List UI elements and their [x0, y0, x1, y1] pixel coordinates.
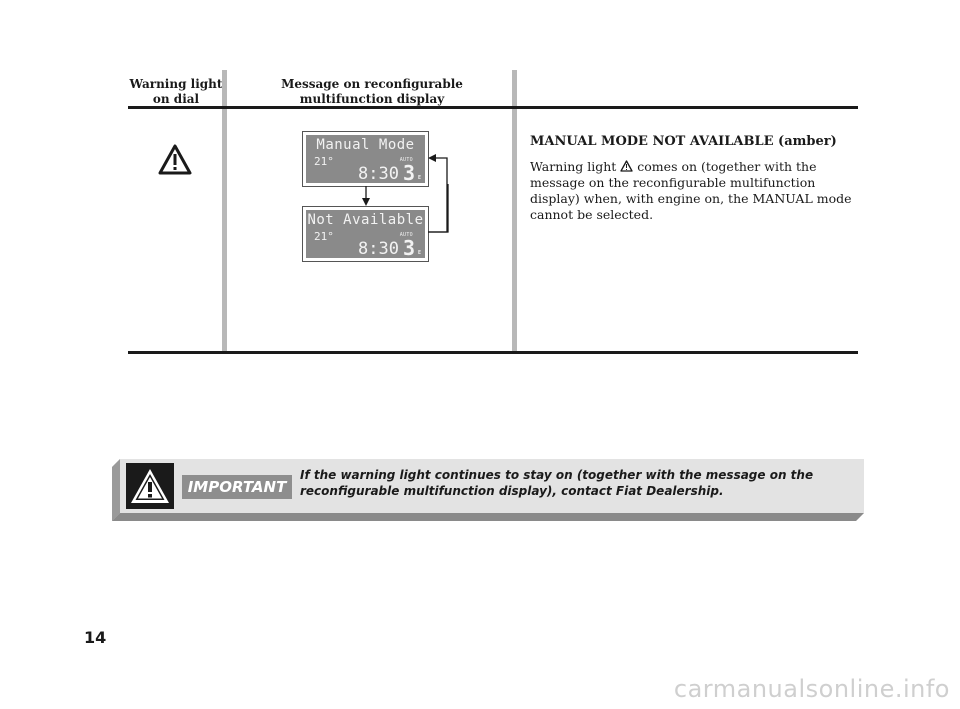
table-bottom-rule: [128, 351, 858, 354]
column-header-message: Message on reconfigurable multifunction display: [281, 77, 463, 106]
description-title-bold: MANUAL MODE NOT AVAILABLE: [530, 134, 774, 149]
display-message: Not Available: [307, 212, 424, 228]
warning-triangle-icon: [126, 463, 174, 509]
return-arrow-icon: [426, 152, 456, 236]
display-gear-suffix: E: [417, 250, 421, 256]
description-title: [530, 134, 837, 149]
display-message: Manual Mode: [316, 137, 415, 153]
column-divider-right: [512, 70, 517, 353]
warning-triangle-icon: [620, 160, 633, 172]
table-top-rule: [128, 106, 858, 109]
description-body-end: comes on (together with the message on the reconfigurable multifunction display) when, with engine on, the MANUAL mode cannot be selected.: [530, 159, 852, 222]
display-time: 8:30: [358, 239, 399, 259]
display-auto-label: AUTO: [399, 157, 413, 163]
display-gear: 3: [402, 161, 415, 185]
warning-triangle-icon: [158, 144, 192, 176]
display-temperature: 21°: [314, 230, 334, 243]
display-manual-mode: [302, 131, 429, 187]
lcd-screen: [306, 135, 425, 183]
important-label: IMPORTANT: [182, 475, 292, 499]
display-time: 8:30: [358, 164, 399, 184]
description-body: [530, 159, 865, 223]
column-divider-left: [222, 70, 227, 353]
watermark: carmanualsonline.info: [673, 675, 950, 703]
description-title-suffix: (amber): [773, 134, 837, 149]
description-body-start: Warning light: [530, 159, 621, 174]
page-number: 14: [84, 628, 107, 647]
display-gear: 3: [402, 236, 415, 260]
column-header-warning-light: Warning light on dial: [129, 77, 223, 106]
display-temperature: 21°: [314, 155, 334, 168]
display-auto-label: AUTO: [399, 232, 413, 238]
display-gear-suffix: E: [417, 175, 421, 181]
important-text: If the warning light continues to stay on (together with the message on the reconfigurable multifunction display), contact Fiat Dealership.: [300, 468, 814, 498]
